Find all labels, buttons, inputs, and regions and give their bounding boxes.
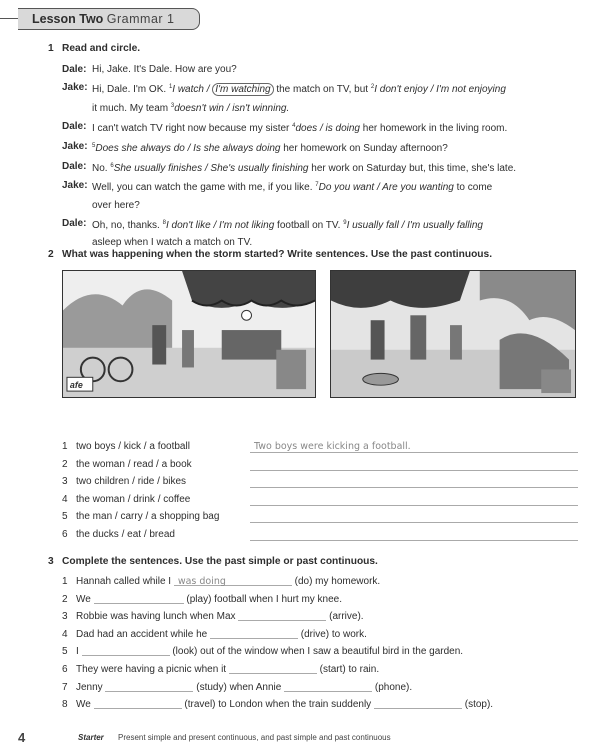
- sentence-start: I: [76, 646, 79, 658]
- answer-line[interactable]: [250, 473, 578, 488]
- answer-text: [250, 511, 254, 522]
- header-rule: [0, 18, 18, 19]
- item-number: 6: [62, 528, 68, 540]
- item-number: 2: [62, 458, 68, 470]
- ex1-dialogue: [62, 61, 582, 252]
- line-text: asleep when I watch a match on TV.: [92, 237, 253, 249]
- ex2-heading: [48, 249, 492, 260]
- line-text: her homework on Sunday afternoon?: [280, 142, 448, 154]
- answer-line[interactable]: [250, 456, 578, 471]
- ex3-number: 3: [48, 556, 54, 567]
- choice-option[interactable]: Does she always do / Is she always doing: [95, 142, 281, 154]
- answer-blank[interactable]: [105, 679, 193, 692]
- choice-option[interactable]: I don't like / I'm not liking: [165, 219, 275, 231]
- ex2-list: [62, 438, 578, 543]
- ex3-list: [62, 573, 582, 714]
- sentence-end: (arrive).: [329, 611, 364, 623]
- choice-option[interactable]: She usually finishes / She's usually finishing: [113, 162, 309, 174]
- answer-text: [250, 459, 254, 470]
- item-number: 4: [292, 123, 296, 130]
- line-text: Hi, Dale. I'm OK.: [92, 83, 169, 95]
- dialogue-line: [62, 61, 582, 79]
- item-number: 3: [62, 611, 68, 623]
- answer-blank[interactable]: [94, 696, 182, 709]
- list-item: [62, 591, 582, 609]
- item-number: 5: [92, 142, 96, 149]
- answer-text: [229, 664, 233, 675]
- line-text: it much. My team: [92, 103, 171, 115]
- speaker: Jake:: [62, 180, 88, 192]
- list-item: [62, 626, 582, 644]
- ex1-title: Read and circle.: [62, 43, 141, 54]
- ex1-number: 1: [48, 43, 54, 54]
- speaker: Dale:: [62, 160, 87, 172]
- choice-option[interactable]: I usually fall / I'm usually falling: [346, 219, 483, 231]
- dialogue-line: [62, 79, 582, 99]
- item-prompt: the ducks / eat / bread: [76, 528, 175, 540]
- ex3-heading: [48, 556, 378, 567]
- list-item: [62, 526, 578, 544]
- answer-blank[interactable]: [94, 591, 184, 604]
- sentence-start: Jenny: [76, 681, 103, 693]
- answer-text: [210, 629, 214, 640]
- sentence-end: (do) my homework.: [294, 576, 381, 587]
- answer-blank[interactable]: [174, 573, 292, 586]
- answer-blank[interactable]: [238, 608, 326, 621]
- choice-option[interactable]: doesn't win / isn't winning.: [174, 103, 290, 115]
- list-item: [62, 473, 578, 491]
- dialogue-line: [62, 118, 582, 138]
- answer-text: was doing: [177, 576, 226, 587]
- list-item: [62, 679, 582, 697]
- line-text: football on TV.: [274, 219, 344, 231]
- answer-text: [250, 494, 254, 505]
- answer-text: [238, 611, 242, 622]
- sentence-middle: (travel) to London when the train suddenly: [184, 699, 372, 711]
- line-text: I can't watch TV right now because my sister: [92, 123, 293, 135]
- answer-blank[interactable]: [374, 696, 462, 709]
- speaker: Jake:: [62, 140, 88, 152]
- dialogue-line: [62, 138, 582, 158]
- answer-blank[interactable]: [229, 661, 317, 674]
- item-number: 8: [62, 699, 68, 711]
- answer-blank[interactable]: [210, 626, 298, 639]
- item-prompt: the woman / drink / coffee: [76, 493, 191, 505]
- sentence-start: Dad had an accident while he: [76, 628, 208, 640]
- item-prompt: two boys / kick / a football: [76, 441, 190, 452]
- sentence-end: (play) football when I hurt my knee.: [186, 593, 343, 605]
- lesson-title: Lesson Two: [32, 12, 104, 26]
- line-text: No.: [92, 162, 111, 174]
- dialogue-line: [62, 98, 582, 118]
- list-item: [62, 608, 582, 626]
- sentence-end: (drive) to work.: [300, 628, 367, 640]
- list-item: [62, 508, 578, 526]
- sentence-end: (look) out of the window when I saw a beautiful bird in the garden.: [172, 646, 464, 658]
- list-item: [62, 491, 578, 509]
- list-item: [62, 438, 578, 456]
- answer-line[interactable]: [250, 508, 578, 523]
- line-text: Well, you can watch the game with me, if you like.: [92, 182, 316, 194]
- ex2-number: 2: [48, 249, 54, 260]
- item-number: 3: [62, 476, 68, 487]
- line-text: over here?: [92, 199, 140, 211]
- line-text: to come: [453, 182, 493, 194]
- item-number: 5: [62, 646, 68, 658]
- speaker: Dale:: [62, 64, 87, 75]
- sentence-start: We: [76, 593, 91, 605]
- circled-choice[interactable]: I'm watching: [212, 83, 273, 96]
- item-number: 8: [162, 219, 166, 226]
- answer-text: Two boys were kicking a football.: [254, 441, 411, 452]
- line-text: the match on TV, but: [273, 83, 371, 95]
- footer-text: Present simple and present continuous, and past simple and past continuous: [118, 733, 391, 742]
- item-number: 1: [62, 576, 68, 587]
- item-prompt: two children / ride / bikes: [76, 476, 187, 487]
- choice-option[interactable]: does / is doing: [295, 123, 360, 135]
- answer-text: [374, 699, 378, 710]
- answer-text: [94, 594, 98, 605]
- item-prompt: the man / carry / a shopping bag: [76, 511, 220, 522]
- cafe-sign: afe: [69, 380, 83, 391]
- speaker: Dale:: [62, 121, 87, 133]
- dialogue-line: [62, 158, 582, 178]
- sentence-end: (phone).: [374, 681, 413, 693]
- answer-text: [250, 529, 254, 540]
- speaker: Jake:: [62, 81, 88, 93]
- ex3-title: Complete the sentences. Use the past simple or past continuous.: [62, 556, 378, 567]
- sentence-middle: (study) when Annie: [196, 681, 282, 693]
- item-number: 6: [62, 663, 68, 675]
- line-text: Hi, Jake. It's Dale. How are you?: [92, 64, 237, 75]
- dialogue-line: [62, 215, 582, 235]
- park-before-storm-illustration: [62, 270, 316, 398]
- list-item: [62, 696, 582, 714]
- sentence-start: We: [76, 699, 91, 711]
- item-number: 9: [343, 219, 347, 226]
- answer-line[interactable]: [250, 438, 578, 453]
- page-number: 4: [18, 730, 26, 745]
- answer-line[interactable]: [250, 491, 578, 506]
- list-item: [62, 661, 582, 679]
- answer-text: [284, 682, 288, 693]
- list-item: [62, 456, 578, 474]
- choice-option[interactable]: Do you want / Are you wanting: [318, 182, 454, 194]
- item-number: 7: [62, 681, 68, 693]
- item-number: 4: [62, 628, 68, 640]
- item-prompt: the woman / read / a book: [76, 458, 192, 470]
- answer-text: [82, 646, 86, 657]
- park-storm-illustration: [330, 270, 576, 398]
- sentence-start: Robbie was having lunch when Max: [76, 611, 236, 623]
- dialogue-line: [62, 177, 582, 197]
- answer-line[interactable]: [250, 526, 578, 541]
- answer-text: [94, 699, 98, 710]
- answer-text: [105, 682, 109, 693]
- lesson-section: Grammar 1: [106, 12, 175, 26]
- answer-blank[interactable]: [82, 643, 170, 656]
- speaker: Dale:: [62, 217, 87, 229]
- answer-blank[interactable]: [284, 679, 372, 692]
- dialogue-line: [62, 197, 582, 215]
- answer-text: [250, 476, 254, 487]
- ex2-title: What was happening when the storm started? Write sentences. Use the past continuous.: [62, 249, 493, 260]
- item-number: 5: [62, 511, 68, 522]
- item-number: 4: [62, 493, 68, 505]
- ex1-heading: [48, 43, 140, 54]
- sentence-start: Hannah called while I: [76, 576, 172, 587]
- item-number: 1: [168, 83, 173, 90]
- line-text: her homework in the living room.: [360, 123, 508, 135]
- item-number: 7: [315, 182, 319, 189]
- lesson-tab: [18, 8, 200, 30]
- item-number: 3: [170, 103, 175, 110]
- footer-label: Starter: [78, 733, 104, 742]
- item-number: 1: [62, 441, 68, 452]
- item-number: 6: [110, 162, 114, 169]
- line-text: Oh, no, thanks.: [92, 219, 163, 231]
- choice-option[interactable]: I watch /: [172, 83, 213, 95]
- sentence-end: (start) to rain.: [319, 663, 380, 675]
- item-number: 2: [370, 83, 375, 90]
- page-footer: [0, 728, 600, 750]
- sentence-end: (stop).: [464, 699, 494, 711]
- choice-option[interactable]: I don't enjoy / I'm not enjoying: [374, 83, 506, 95]
- item-number: 2: [62, 593, 68, 605]
- sentence-start: They were having a picnic when it: [76, 663, 227, 675]
- list-item: [62, 573, 582, 591]
- list-item: [62, 643, 582, 661]
- line-text: her work on Saturday but, this time, she's late.: [308, 162, 517, 174]
